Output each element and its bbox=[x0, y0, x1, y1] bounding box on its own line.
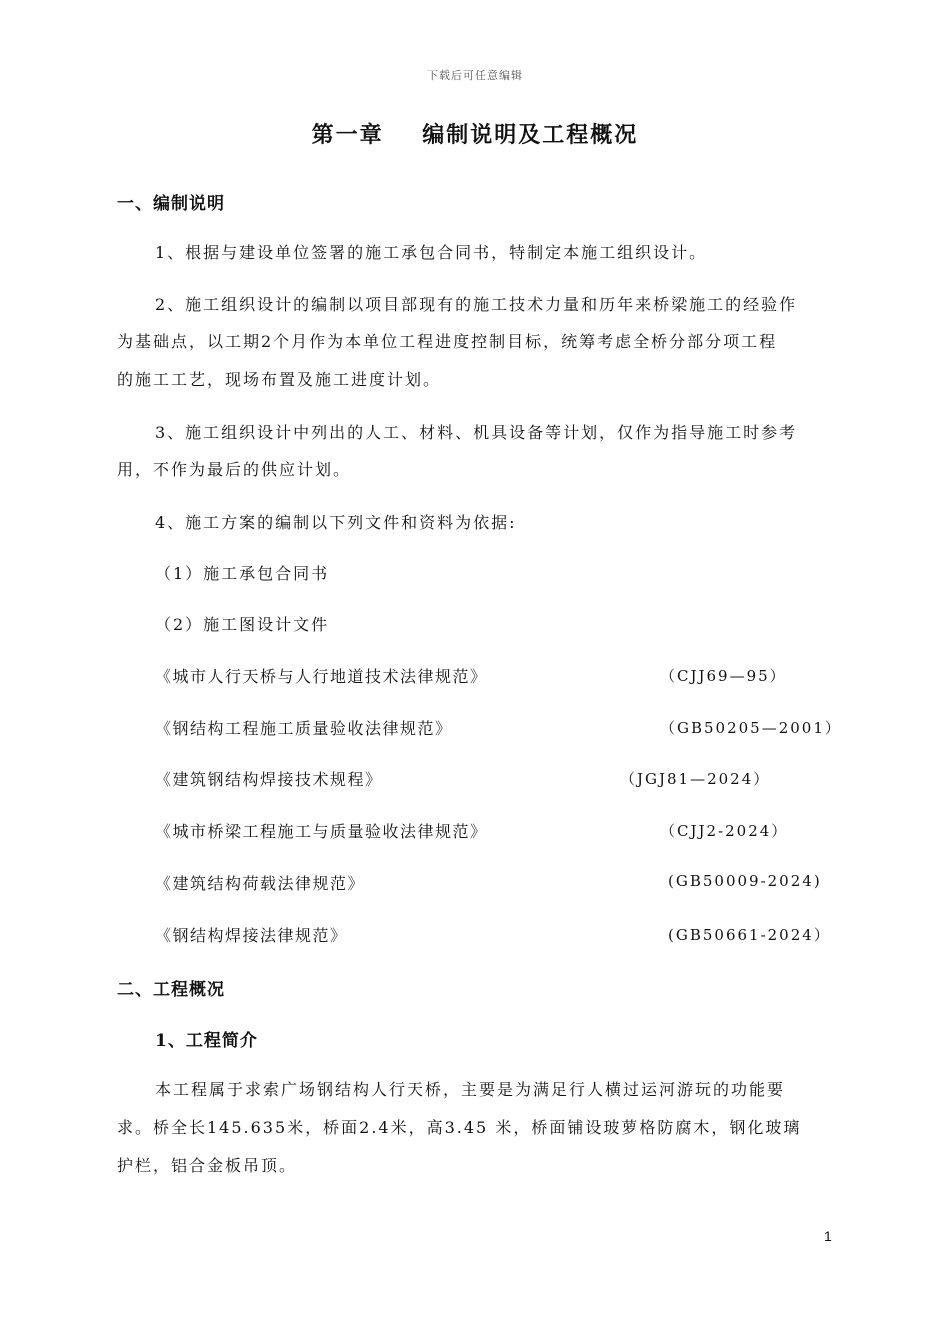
standard-code: （CJJ2-2024） bbox=[660, 822, 789, 840]
page-number: 1 bbox=[824, 1228, 832, 1244]
standard-name: 《钢结构焊接法律规范》 bbox=[155, 926, 348, 945]
standard-code: （JGJ81—2024） bbox=[620, 770, 771, 788]
paragraph-item-2-line-3: 的施工工艺，现场布置及施工进度计划。 bbox=[117, 370, 442, 389]
standard-name: 《钢结构工程施工质量验收法律规范》 bbox=[155, 719, 453, 738]
paragraph-item-3-line-1: 3、施工组织设计中列出的人工、材料、机具设备等计划，仅作为指导施工时参考 bbox=[155, 423, 798, 442]
standard-code: (GB50661-2024） bbox=[668, 926, 831, 944]
standard-name: 《城市桥梁工程施工与质量验收法律规范》 bbox=[155, 822, 488, 841]
basis-list-item-2: （2）施工图设计文件 bbox=[155, 615, 330, 634]
header-note: 下载后可任意编辑 bbox=[427, 69, 523, 82]
paragraph-item-3-line-2: 用，不作为最后的供应计划。 bbox=[117, 460, 352, 479]
project-intro-line-3: 护栏，铝合金板吊顶。 bbox=[117, 1156, 298, 1175]
standard-code: （CJJ69—95） bbox=[660, 667, 787, 685]
standard-code: (GB50009-2024) bbox=[668, 872, 822, 890]
paragraph-item-1: 1、根据与建设单位签署的施工承包合同书，特制定本施工组织设计。 bbox=[155, 243, 708, 262]
basis-list-item-1: （1）施工承包合同书 bbox=[155, 564, 330, 583]
project-intro-line-2: 求。桥全长145.635米，桥面2.4米，高3.45 米，桥面铺设玻萝格防腐木，钢化玻璃 bbox=[117, 1118, 802, 1137]
section-heading-project-overview: 二、工程概况 bbox=[117, 980, 225, 1000]
standard-name: 《建筑钢结构焊接技术规程》 bbox=[155, 770, 383, 789]
project-intro-line-1: 本工程属于求索广场钢结构人行天桥，主要是为满足行人横过运河游玩的功能要 bbox=[155, 1080, 786, 1099]
subsection-heading-project-intro: 1、工程简介 bbox=[155, 1031, 258, 1051]
section-heading-compile-notes: 一、编制说明 bbox=[117, 194, 225, 214]
standard-name: 《城市人行天桥与人行地道技术法律规范》 bbox=[155, 667, 488, 686]
paragraph-item-2-line-1: 2、施工组织设计的编制以项目部现有的施工技术力量和历年来桥梁施工的经验作 bbox=[155, 295, 798, 314]
paragraph-item-2-line-2: 为基础点，以工期2个月作为本单位工程进度控制目标，统筹考虑全桥分部分项工程 bbox=[117, 332, 778, 351]
paragraph-item-4: 4、施工方案的编制以下列文件和资料为依据: bbox=[155, 513, 517, 532]
standard-name: 《建筑结构荷载法律规范》 bbox=[155, 874, 366, 893]
standard-code: （GB50205—2001） bbox=[660, 719, 842, 737]
chapter-title: 第一章 编制说明及工程概况 bbox=[311, 122, 639, 148]
